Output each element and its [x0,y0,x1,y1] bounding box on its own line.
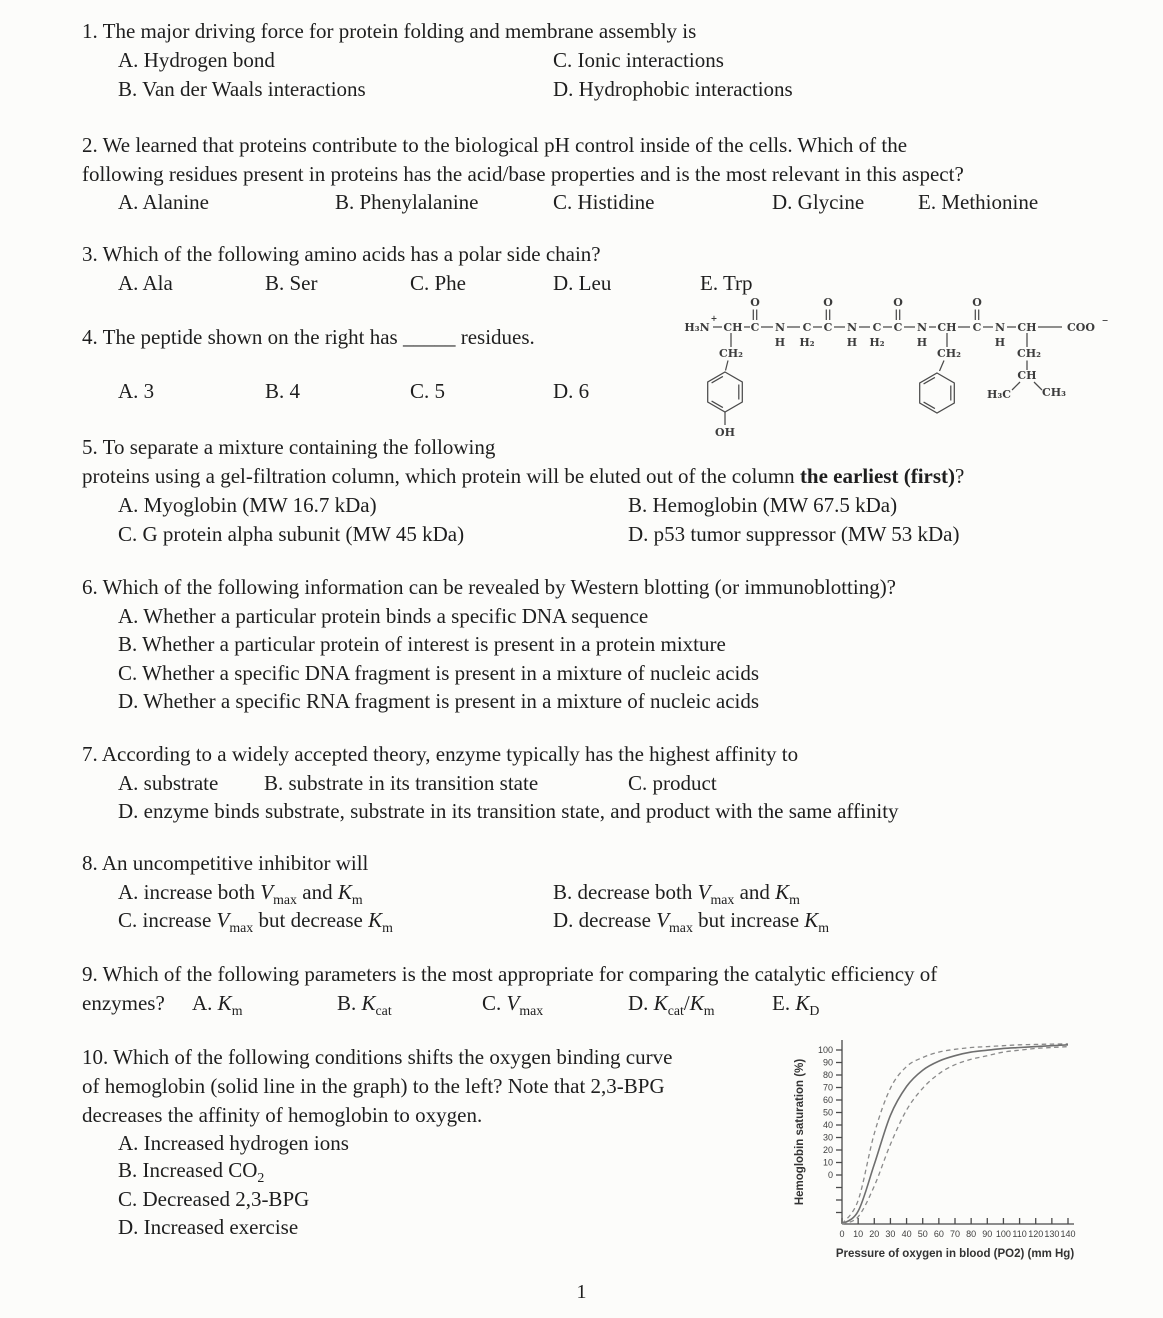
peptide-structure-figure [673,286,1163,448]
atom-label: H₂ [799,336,815,349]
question-3-stem: 3. Which of the following amino acids has a polar side chain? [82,242,601,266]
y-tick-label: 20 [822,1145,833,1155]
curve-0 [842,1044,1068,1224]
atom-label: O [823,296,833,309]
x-tick-label: 60 [933,1229,944,1239]
y-tick-label: 100 [817,1045,833,1055]
atom-label: C [872,321,882,334]
x-tick-label: 120 [1028,1229,1044,1239]
atom-label: C [823,321,833,334]
atom-label: H [994,336,1006,349]
q5-option-a: A. Myoglobin (MW 16.7 kDa) [118,493,377,517]
question-10-stem-line3: decreases the affinity of hemoglobin to oxygen. [82,1103,483,1127]
x-tick-label: 40 [901,1229,912,1239]
atom-label: C [893,321,903,334]
atom-label: COO [1067,321,1095,334]
x-tick-label: 100 [995,1229,1011,1239]
atom-label: C [802,321,812,334]
tyrosine-side-chain [708,333,743,439]
q3-option-b: B. Ser [265,271,318,295]
atom-label: C [972,321,982,334]
q5-option-c: C. G protein alpha subunit (MW 45 kDa) [118,522,465,546]
atom-label: H [916,336,928,349]
curve-1 [842,1045,1068,1224]
atom-label: − [1101,315,1109,325]
y-tick-label: 40 [822,1120,833,1130]
atom-label: O [893,296,903,309]
atom-label: H [846,336,858,349]
x-tick-label: 70 [949,1229,961,1239]
y-tick-label: 0 [827,1170,833,1180]
question-2-stem-line2: following residues present in proteins has the acid/base properties and is the most relevant in this aspect? [82,162,964,186]
question-9-stem-line1: 9. Which of the following parameters is the most appropriate for comparing the catalytic efficiency of [82,962,938,986]
x-axis-title: Pressure of oxygen in blood (PO2) (mm Hg) [835,1248,1075,1260]
q3-option-e: E. Trp [700,271,753,295]
q1-option-c: C. Ionic interactions [553,48,724,72]
question-1-stem: 1. The major driving force for protein folding and membrane assembly is [82,19,697,43]
q6-option-a: A. Whether a particular protein binds a specific DNA sequence [118,604,649,628]
question-10-stem-line2: of hemoglobin (solid line in the graph) to the left? Note that 2,3-BPG [82,1074,665,1098]
atom-label: CH₂ [1017,347,1041,360]
q5-option-d: D. p53 tumor suppressor (MW 53 kDa) [628,522,960,546]
atom-label: CH₂ [719,347,743,360]
q1-option-d: D. Hydrophobic interactions [553,77,793,101]
q10-option-a: A. Increased hydrogen ions [118,1131,349,1155]
x-tick-label: 140 [1060,1229,1076,1239]
x-tick-label: 130 [1044,1229,1060,1239]
phenol-ring [708,372,743,412]
x-tick-label: 110 [1012,1229,1027,1239]
q2-option-b: B. Phenylalanine [335,190,479,214]
curve-2 [842,1047,1068,1224]
q6-option-b: B. Whether a particular protein of interest is present in a protein mixture [118,632,726,656]
q9-option-b: B. $K_{cat}$ [337,991,392,1019]
x-tick-label: 20 [869,1229,880,1239]
x-tick-label: 30 [885,1229,896,1239]
q10-option-d: D. Increased exercise [118,1215,299,1239]
q9-option-a: A. $K_m$ [192,991,243,1019]
atom-label: H₂ [869,336,885,349]
q10-option-c: C. Decreased 2,3-BPG [118,1187,310,1211]
benzene-ring [920,373,955,413]
y-tick-label: 90 [822,1057,833,1068]
q3-option-d: D. Leu [553,271,612,295]
x-tick-label: 0 [839,1229,845,1239]
atom-label: O [972,296,982,309]
question-2-stem-line1: 2. We learned that proteins contribute to the biological pH control inside of the cells. Which of the [82,133,908,157]
question-4-stem: 4. The peptide shown on the right has _____ residues. [82,325,535,349]
atom-label: H₃C [987,388,1011,401]
q7-option-a: A. substrate [118,771,219,795]
q2-option-d: D. Glycine [772,190,865,214]
q3-option-a: A. Ala [118,271,173,295]
q9-option-d: D. $K_{cat}/K_m$ [628,991,715,1019]
atom-label: H [774,336,786,349]
question-10-stem-line1: 10. Which of the following conditions shifts the oxygen binding curve [82,1045,673,1069]
q4-option-d: D. 6 [553,379,590,403]
q9-option-e: E. $K_D$ [772,991,820,1019]
y-tick-label: 80 [822,1070,833,1080]
question-7-stem: 7. According to a widely accepted theory, enzyme typically has the highest affinity to [82,742,799,766]
q9-option-c: C. $V_{max}$ [482,991,544,1019]
y-tick-label: 60 [822,1095,833,1105]
y-axis-title: Hemoglobin saturation (%) [794,1058,806,1206]
q4-option-b: B. 4 [265,379,301,403]
atom-label: CH₃ [1042,386,1066,399]
q3-option-c: C. Phe [410,271,467,295]
atom-label: OH [715,426,735,439]
q10-option-b: B. Increased $CO_2$ [118,1158,265,1186]
peptide-backbone [684,296,1108,349]
q4-option-a: A. 3 [118,379,155,403]
atom-label: CH [937,321,957,334]
question-9-stem-line2: enzymes? [82,991,165,1015]
q2-option-c: C. Histidine [553,190,655,214]
q8-option-b: B. decrease both $V_{max}$ and $K_m$ [553,880,800,908]
x-tick-label: 10 [853,1229,864,1239]
atom-label: N [846,321,858,334]
q5-option-b: B. Hemoglobin (MW 67.5 kDa) [628,493,898,517]
atom-label: N [994,321,1006,334]
x-tick-label: 80 [966,1229,977,1239]
q6-option-c: C. Whether a specific DNA fragment is present in a mixture of nucleic acids [118,661,760,685]
oxygen-binding-chart [790,1035,1163,1270]
q7-option-d: D. enzyme binds substrate, substrate in its transition state, and product with the same affinity [118,799,899,823]
y-tick-label: 70 [822,1082,833,1093]
question-5-stem-line1: 5. To separate a mixture containing the following [82,435,496,459]
q6-option-d: D. Whether a specific RNA fragment is present in a mixture of nucleic acids [118,689,760,713]
q8-option-d: D. decrease $V_{max}$ but increase $K_m$ [553,908,830,936]
atom-label: CH₂ [937,347,961,360]
q1-option-b: B. Van der Waals interactions [118,77,366,101]
q1-option-a: A. Hydrogen bond [118,48,275,72]
x-tick-label: 50 [917,1229,928,1239]
atom-label: N [916,321,928,334]
y-tick-label: 10 [822,1157,833,1168]
y-tick-label: 30 [822,1132,833,1143]
atom-label: N [774,321,786,334]
page-number: 1 [576,1281,587,1303]
atom-label: CH [723,321,743,334]
atom-label: CH [1017,321,1037,334]
atom-label: + [710,313,718,323]
atom-label: CH [1017,369,1037,382]
q2-option-e: E. Methionine [918,190,1039,214]
q2-option-a: A. Alanine [118,190,209,214]
question-8-stem: 8. An uncompetitive inhibitor will [82,851,369,875]
atom-label: O [750,296,760,309]
q7-option-b: B. substrate in its transition state [264,771,539,795]
atom-label: C [750,321,760,334]
question-6-stem: 6. Which of the following information can be revealed by Western blotting (or immunoblotting)? [82,575,897,599]
q7-option-c: C. product [628,771,717,795]
y-tick-label: 50 [822,1107,833,1118]
question-5-stem-line2: proteins using a gel-filtration column, which protein will be eluted out of the column the earliest (first)? [82,464,965,488]
atom-label: H₃N [684,321,710,334]
q8-option-a: A. increase both $V_{max}$ and $K_m$ [118,880,363,908]
q8-option-c: C. increase $V_{max}$ but decrease $K_m$ [118,908,393,936]
q4-option-c: C. 5 [410,379,446,403]
x-tick-label: 90 [982,1229,993,1239]
